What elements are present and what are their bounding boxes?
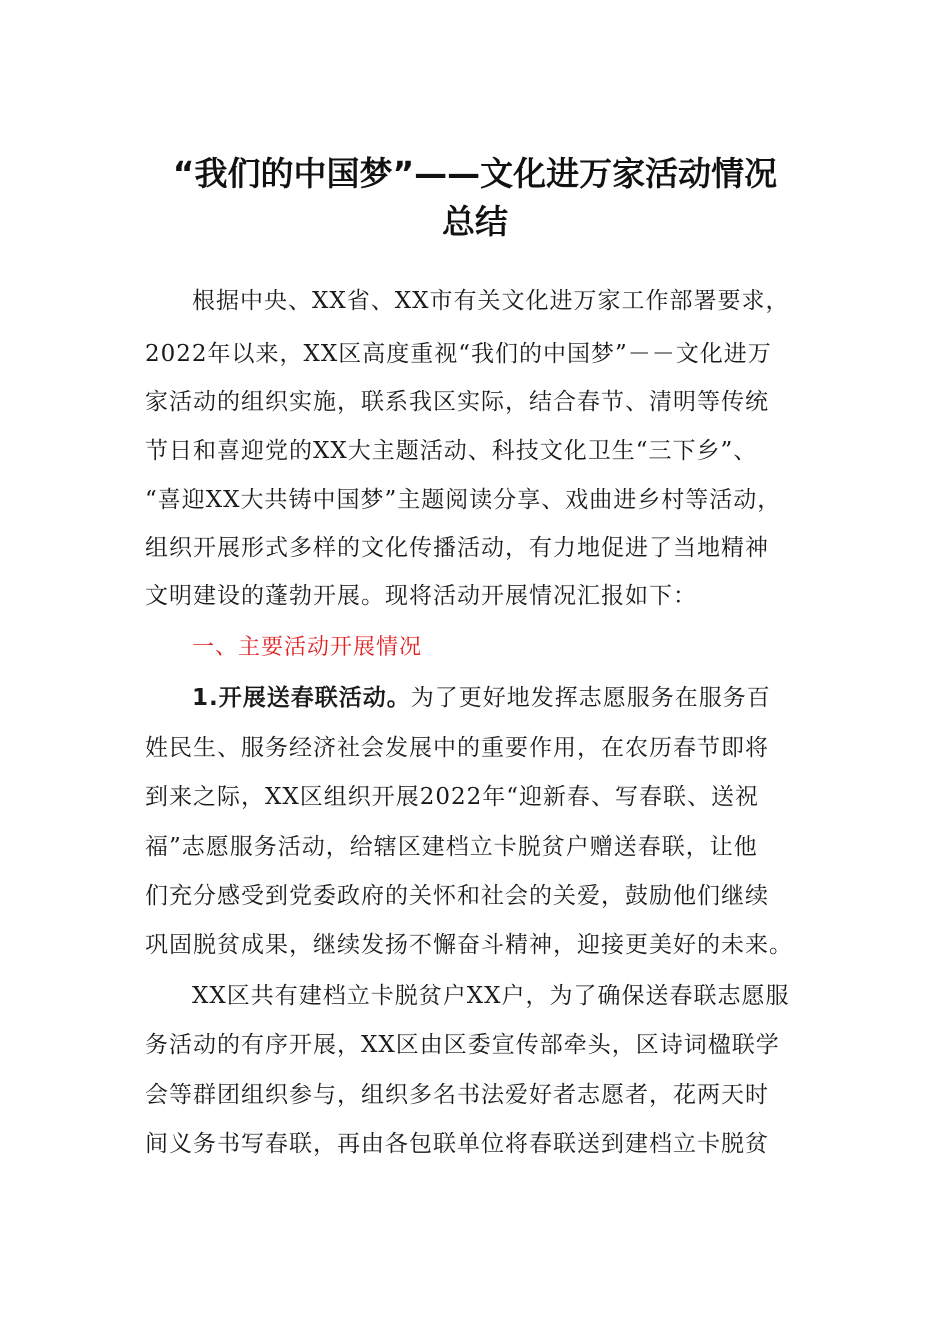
intro-line-6: 组织开展形式多样的文化传播活动，有力地促进了当地精神 <box>145 535 769 561</box>
item1-lead: 1.开展送春联活动。 <box>192 685 411 711</box>
intro-line-1: 根据中央、XX省、XX市有关文化进万家工作部署要求， <box>192 288 790 314</box>
item1-line-2: 姓民生、服务经济社会发展中的重要作用，在农历春节即将 <box>145 735 769 761</box>
para2-line-4: 间义务书写春联，再由各包联单位将春联送到建档立卡脱贫 <box>145 1131 769 1157</box>
document-title-line1: “我们的中国梦”——文化进万家活动情况 <box>172 154 778 193</box>
intro-line-4: 节日和喜迎党的XX大主题活动、科技文化卫生“三下乡”、 <box>145 438 758 464</box>
item1-line-4: 福”志愿服务活动，给辖区建档立卡脱贫户赠送春联，让他 <box>145 834 758 860</box>
document-title-line2: 总结 <box>442 202 508 241</box>
para2-line-3: 会等群团组织参与，组织多名书法爱好者志愿者，花两天时 <box>145 1082 769 1108</box>
item1-line-6: 巩固脱贫成果，继续发扬不懈奋斗精神，迎接更美好的未来。 <box>145 932 793 958</box>
section-heading: 一、主要活动开展情况 <box>192 635 423 660</box>
item1-line-3: 到来之际，XX区组织开展2022年“迎新春、写春联、送祝 <box>145 784 760 810</box>
item1-line-5: 们充分感受到党委政府的关怀和社会的关爱，鼓励他们继续 <box>145 883 769 909</box>
para2-line-1: XX区共有建档立卡脱贫户XX户，为了确保送春联志愿服 <box>192 983 790 1009</box>
item1-first-rest: 为了更好地发挥志愿服务在服务百 <box>410 685 771 711</box>
item1-line-1 <box>192 687 872 710</box>
intro-line-2: 2022年以来，XX区高度重视“我们的中国梦”－－文化进万 <box>145 341 772 367</box>
para2-line-2: 务活动的有序开展，XX区由区委宣传部牵头，区诗词楹联学 <box>145 1032 780 1058</box>
intro-line-5: “喜迎XX大共铸中国梦”主题阅读分享、戏曲进乡村等活动， <box>145 487 782 513</box>
intro-line-3: 家活动的组织实施，联系我区实际，结合春节、清明等传统 <box>145 389 769 415</box>
intro-line-7: 文明建设的蓬勃开展。现将活动开展情况汇报如下： <box>145 583 697 609</box>
